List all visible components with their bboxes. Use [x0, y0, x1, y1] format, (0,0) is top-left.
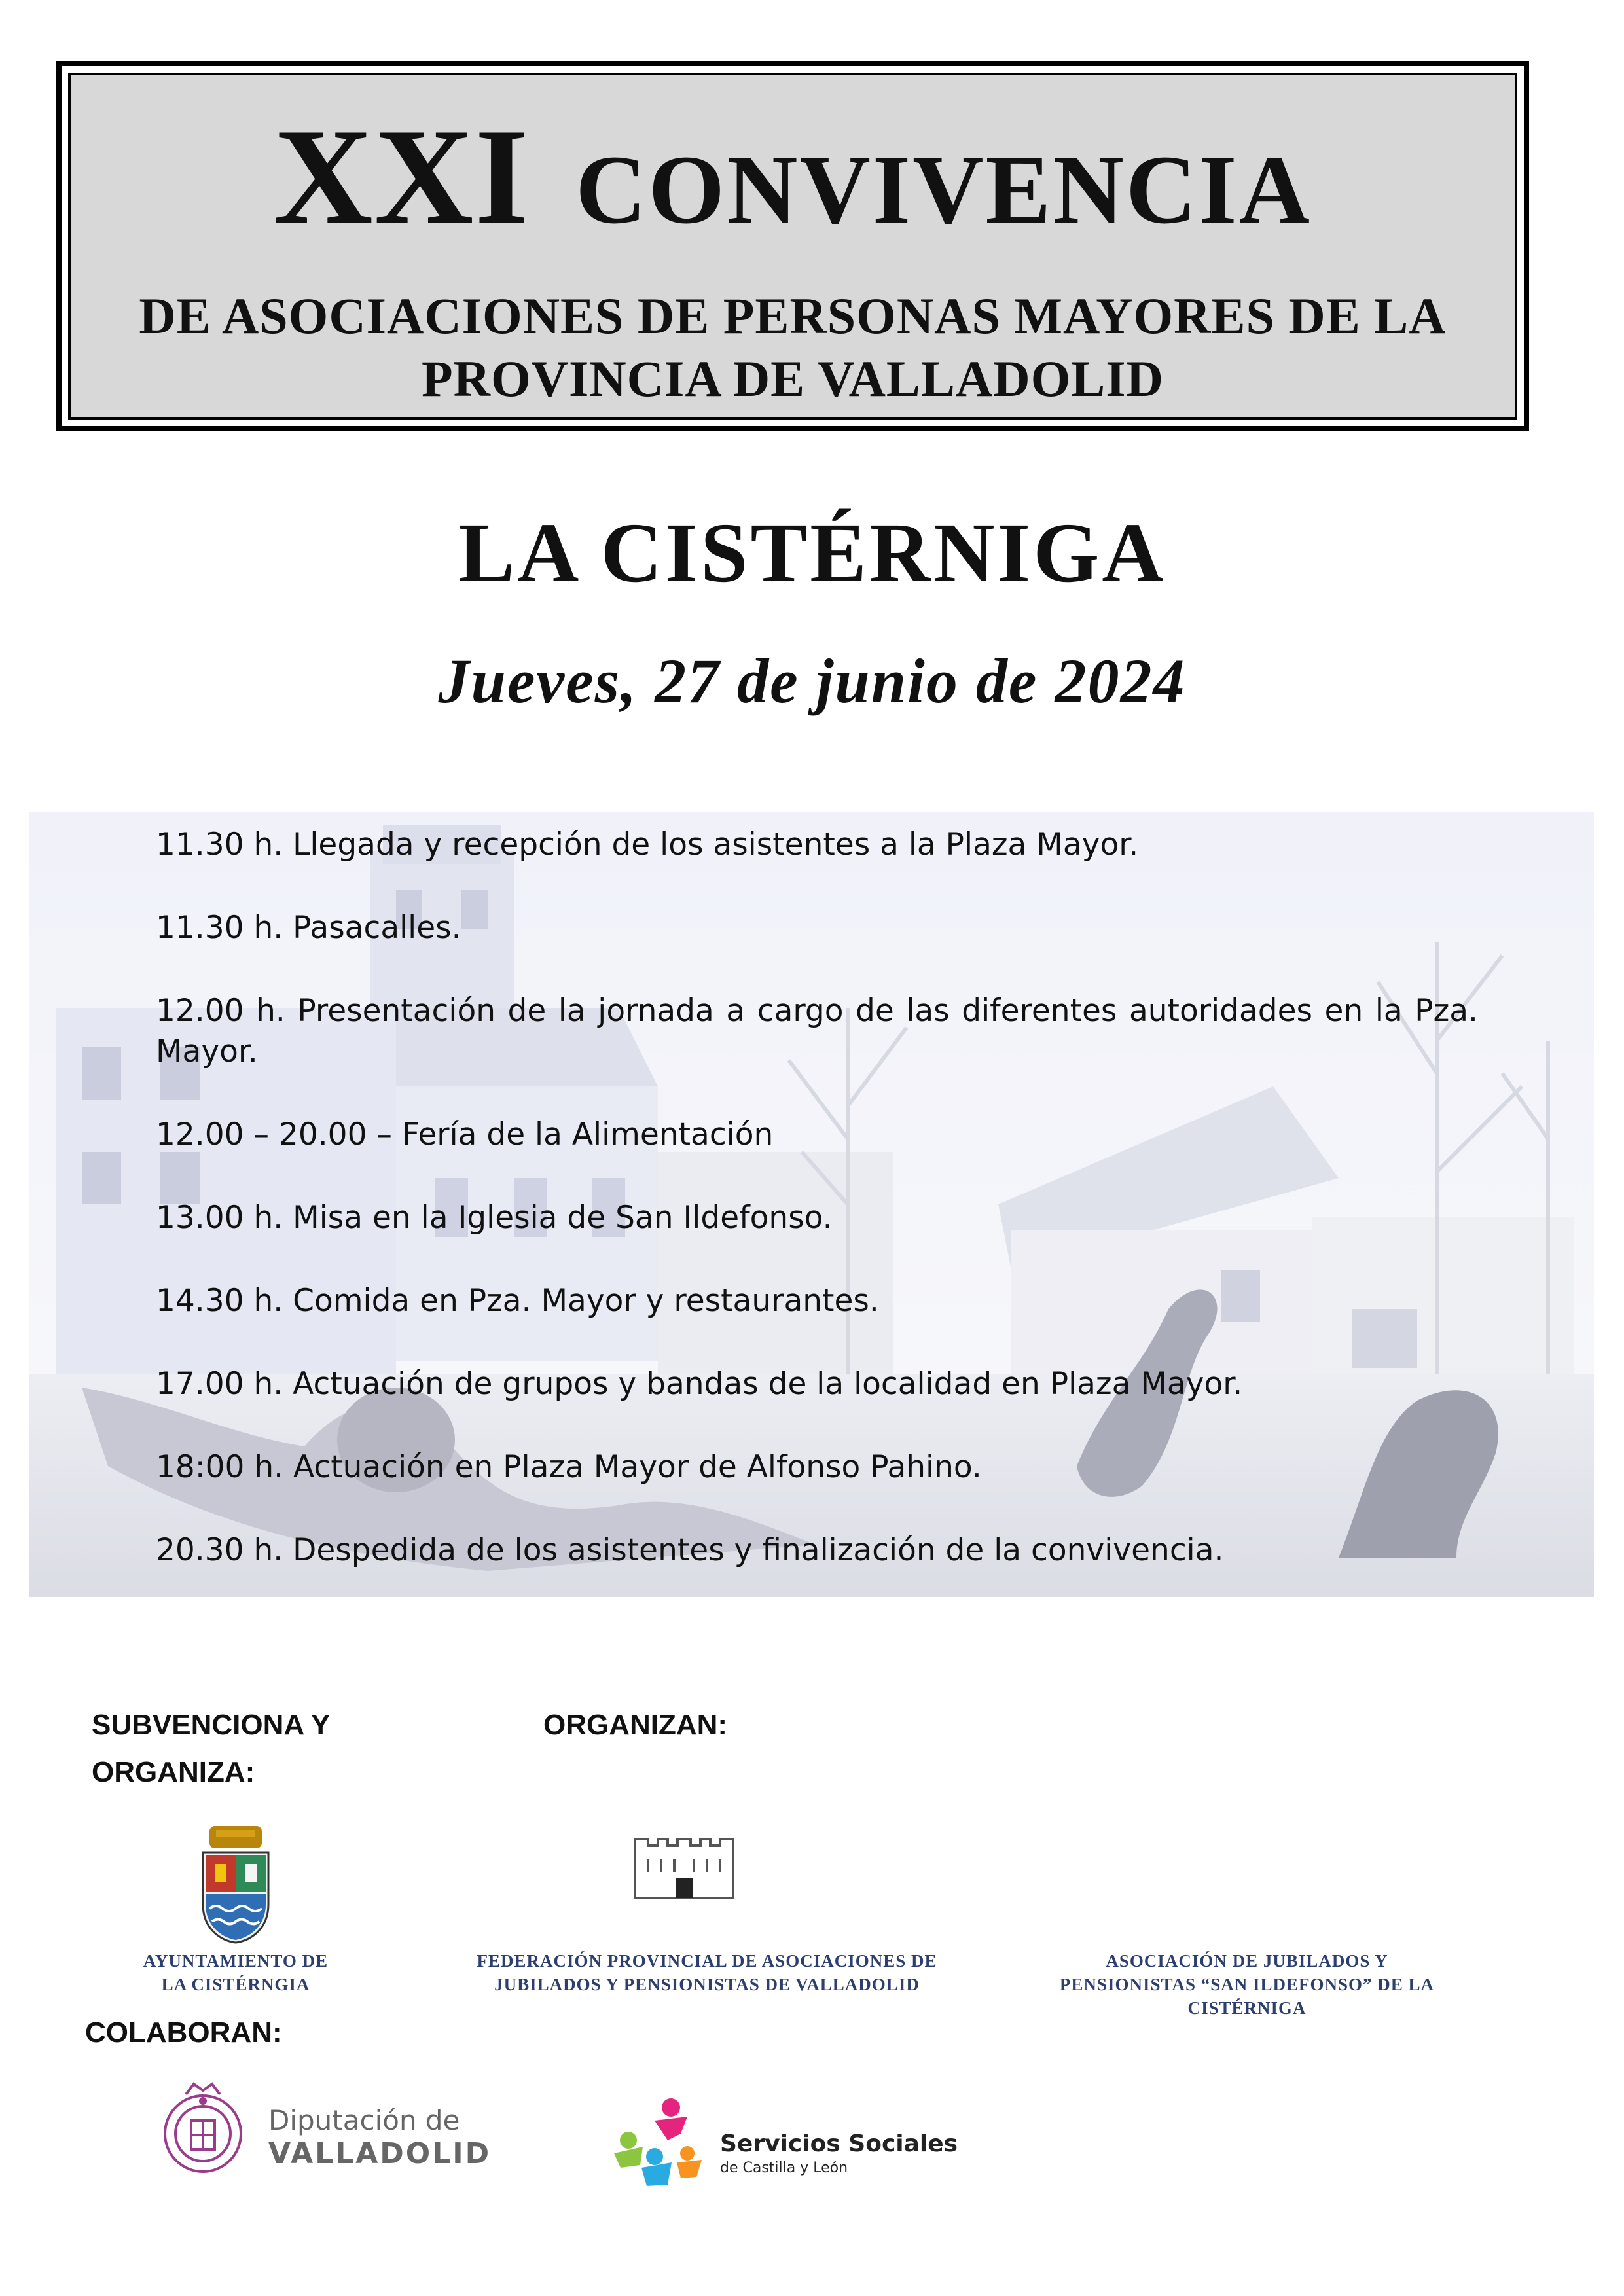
servicios-line2: de Castilla y León [720, 2160, 848, 2176]
schedule-item: 17.00 h. Actuación de grupos y bandas de la localidad en Plaza Mayor. [156, 1366, 1243, 1402]
organizan-label: ORGANIZAN: [543, 1709, 728, 1741]
main-title [71, 101, 1515, 253]
schedule-item: 14.30 h. Comida en Pza. Mayor y restaurantes. [156, 1283, 879, 1319]
subvenciona-label [92, 1702, 330, 1796]
coat-of-arms-icon [196, 1826, 275, 1944]
diputacion-line2: VALLADOLID [268, 2137, 492, 2170]
asociacion-line2: PENSIONISTAS “SAN ILDEFONSO” DE LA [1059, 1975, 1435, 1994]
schedule-item: 13.00 h. Misa en la Iglesia de San Ildefonso. [156, 1200, 833, 1236]
castle-icon [628, 1833, 740, 1905]
ayuntamiento-line2: LA CISTÉRNGIA [161, 1975, 310, 1994]
schedule-item: 12.00 h. Presentación de la jornada a cargo de las diferentes autoridades en la Pza. Mayor. [156, 993, 1478, 1069]
title-number: XXI [274, 101, 530, 253]
subvenciona-label-line2: ORGANIZA: [92, 1756, 255, 1788]
colaboran-label: COLABORAN: [85, 2017, 282, 2049]
schedule-item: 18:00 h. Actuación en Plaza Mayor de Alfonso Pahino. [156, 1449, 982, 1485]
federacion-caption [432, 1949, 982, 1996]
subvenciona-label-line1: SUBVENCIONA Y [92, 1709, 331, 1741]
ayuntamiento-caption [108, 1949, 363, 1996]
diputacion-seal-icon [157, 2081, 249, 2179]
asociacion-line1: ASOCIACIÓN DE JUBILADOS Y [1106, 1951, 1388, 1971]
schedule-list [156, 825, 1478, 1613]
schedule-item: 20.30 h. Despedida de los asistentes y finalización de la convivencia. [156, 1532, 1224, 1568]
federacion-line1: FEDERACIÓN PROVINCIAL DE ASOCIACIONES DE [477, 1951, 937, 1971]
event-date: Jueves, 27 de junio de 2024 [438, 646, 1186, 716]
diputacion-line1: Diputación de [268, 2104, 460, 2136]
asociacion-caption [1021, 1949, 1473, 2020]
header-subtitle: DE ASOCIACIONES DE PERSONAS MAYORES DE LA PROVINCIA DE VALLADOLID [139, 287, 1447, 407]
servicios-line1: Servicios Sociales [720, 2130, 958, 2157]
header-box [56, 61, 1529, 431]
town-title: LA CISTÉRNIGA [458, 506, 1166, 600]
federacion-line2: JUBILADOS Y PENSIONISTAS DE VALLADOLID [494, 1975, 920, 1994]
ayuntamiento-line1: AYUNTAMIENTO DE [143, 1951, 329, 1971]
title-word: CONVIVENCIA [575, 135, 1312, 244]
servicios-sociales-figures-icon [609, 2094, 713, 2193]
schedule-item: 11.30 h. Pasacalles. [156, 910, 461, 946]
schedule-item: 12.00 – 20.00 – Fería de la Alimentación [156, 1117, 774, 1153]
asociacion-line3: CISTÉRNIGA [1187, 1998, 1307, 2018]
schedule-item: 11.30 h. Llegada y recepción de los asistentes a la Plaza Mayor. [156, 827, 1139, 863]
header-panel [68, 73, 1517, 420]
